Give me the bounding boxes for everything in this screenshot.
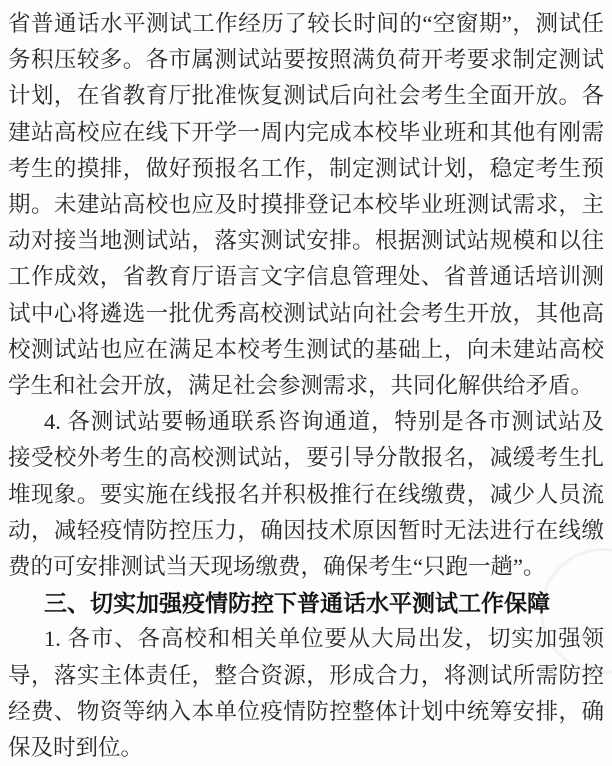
section-heading: 三、切实加强疫情防控下普通话水平测试工作保障	[44, 590, 550, 617]
paragraph-item-4: 4. 各测试站要畅通联系咨询通道，特别是各市测试站及接受校外考生的高校测试站，要引导分散报名，减缓考生扎堆现象。要实施在线报名并积极推行在线缴费，减少人员流动，减轻疫情防控压力，确因技术原因暂时无法进行在线缴费的可安排测试当天现场缴费，确保考生“只跑一趟”。	[8, 409, 604, 580]
paragraph-item-1: 1. 各市、各高校和相关单位要从大局出发，切实加强领导，落实主体责任，整合资源，形成合力，将测试所需防控经费、物资等纳入本单位疫情防控整体计划中统筹安排，确保及时到位。	[8, 626, 604, 761]
paragraph-continuation: 省普通话水平测试工作经历了较长时间的“空窗期”，测试任务积压较多。各市属测试站要按照满负荷开考要求制定测试计划，在省教育厅批准恢复测试后向社会考生全面开放。各建站高校应在线下开学一周内完成本校毕业班和其他有刚需考生的摸排，做好预报名工作，制定测试计划，稳定考生预期。未建站高校也应及时摸排登记本校毕业班测试需求，主动对接当地测试站，落实测试安排。根据测试站规模和以往工作成效，省教育厅语言文字信息管理处、省普通话培训测试中心将遴选一批优秀高校测试站向社会考生开放，其他高校测试站也应在满足本校考生测试的基础上，向未建站高校学生和社会开放，满足社会参测需求，共同化解供给矛盾。	[8, 11, 604, 399]
